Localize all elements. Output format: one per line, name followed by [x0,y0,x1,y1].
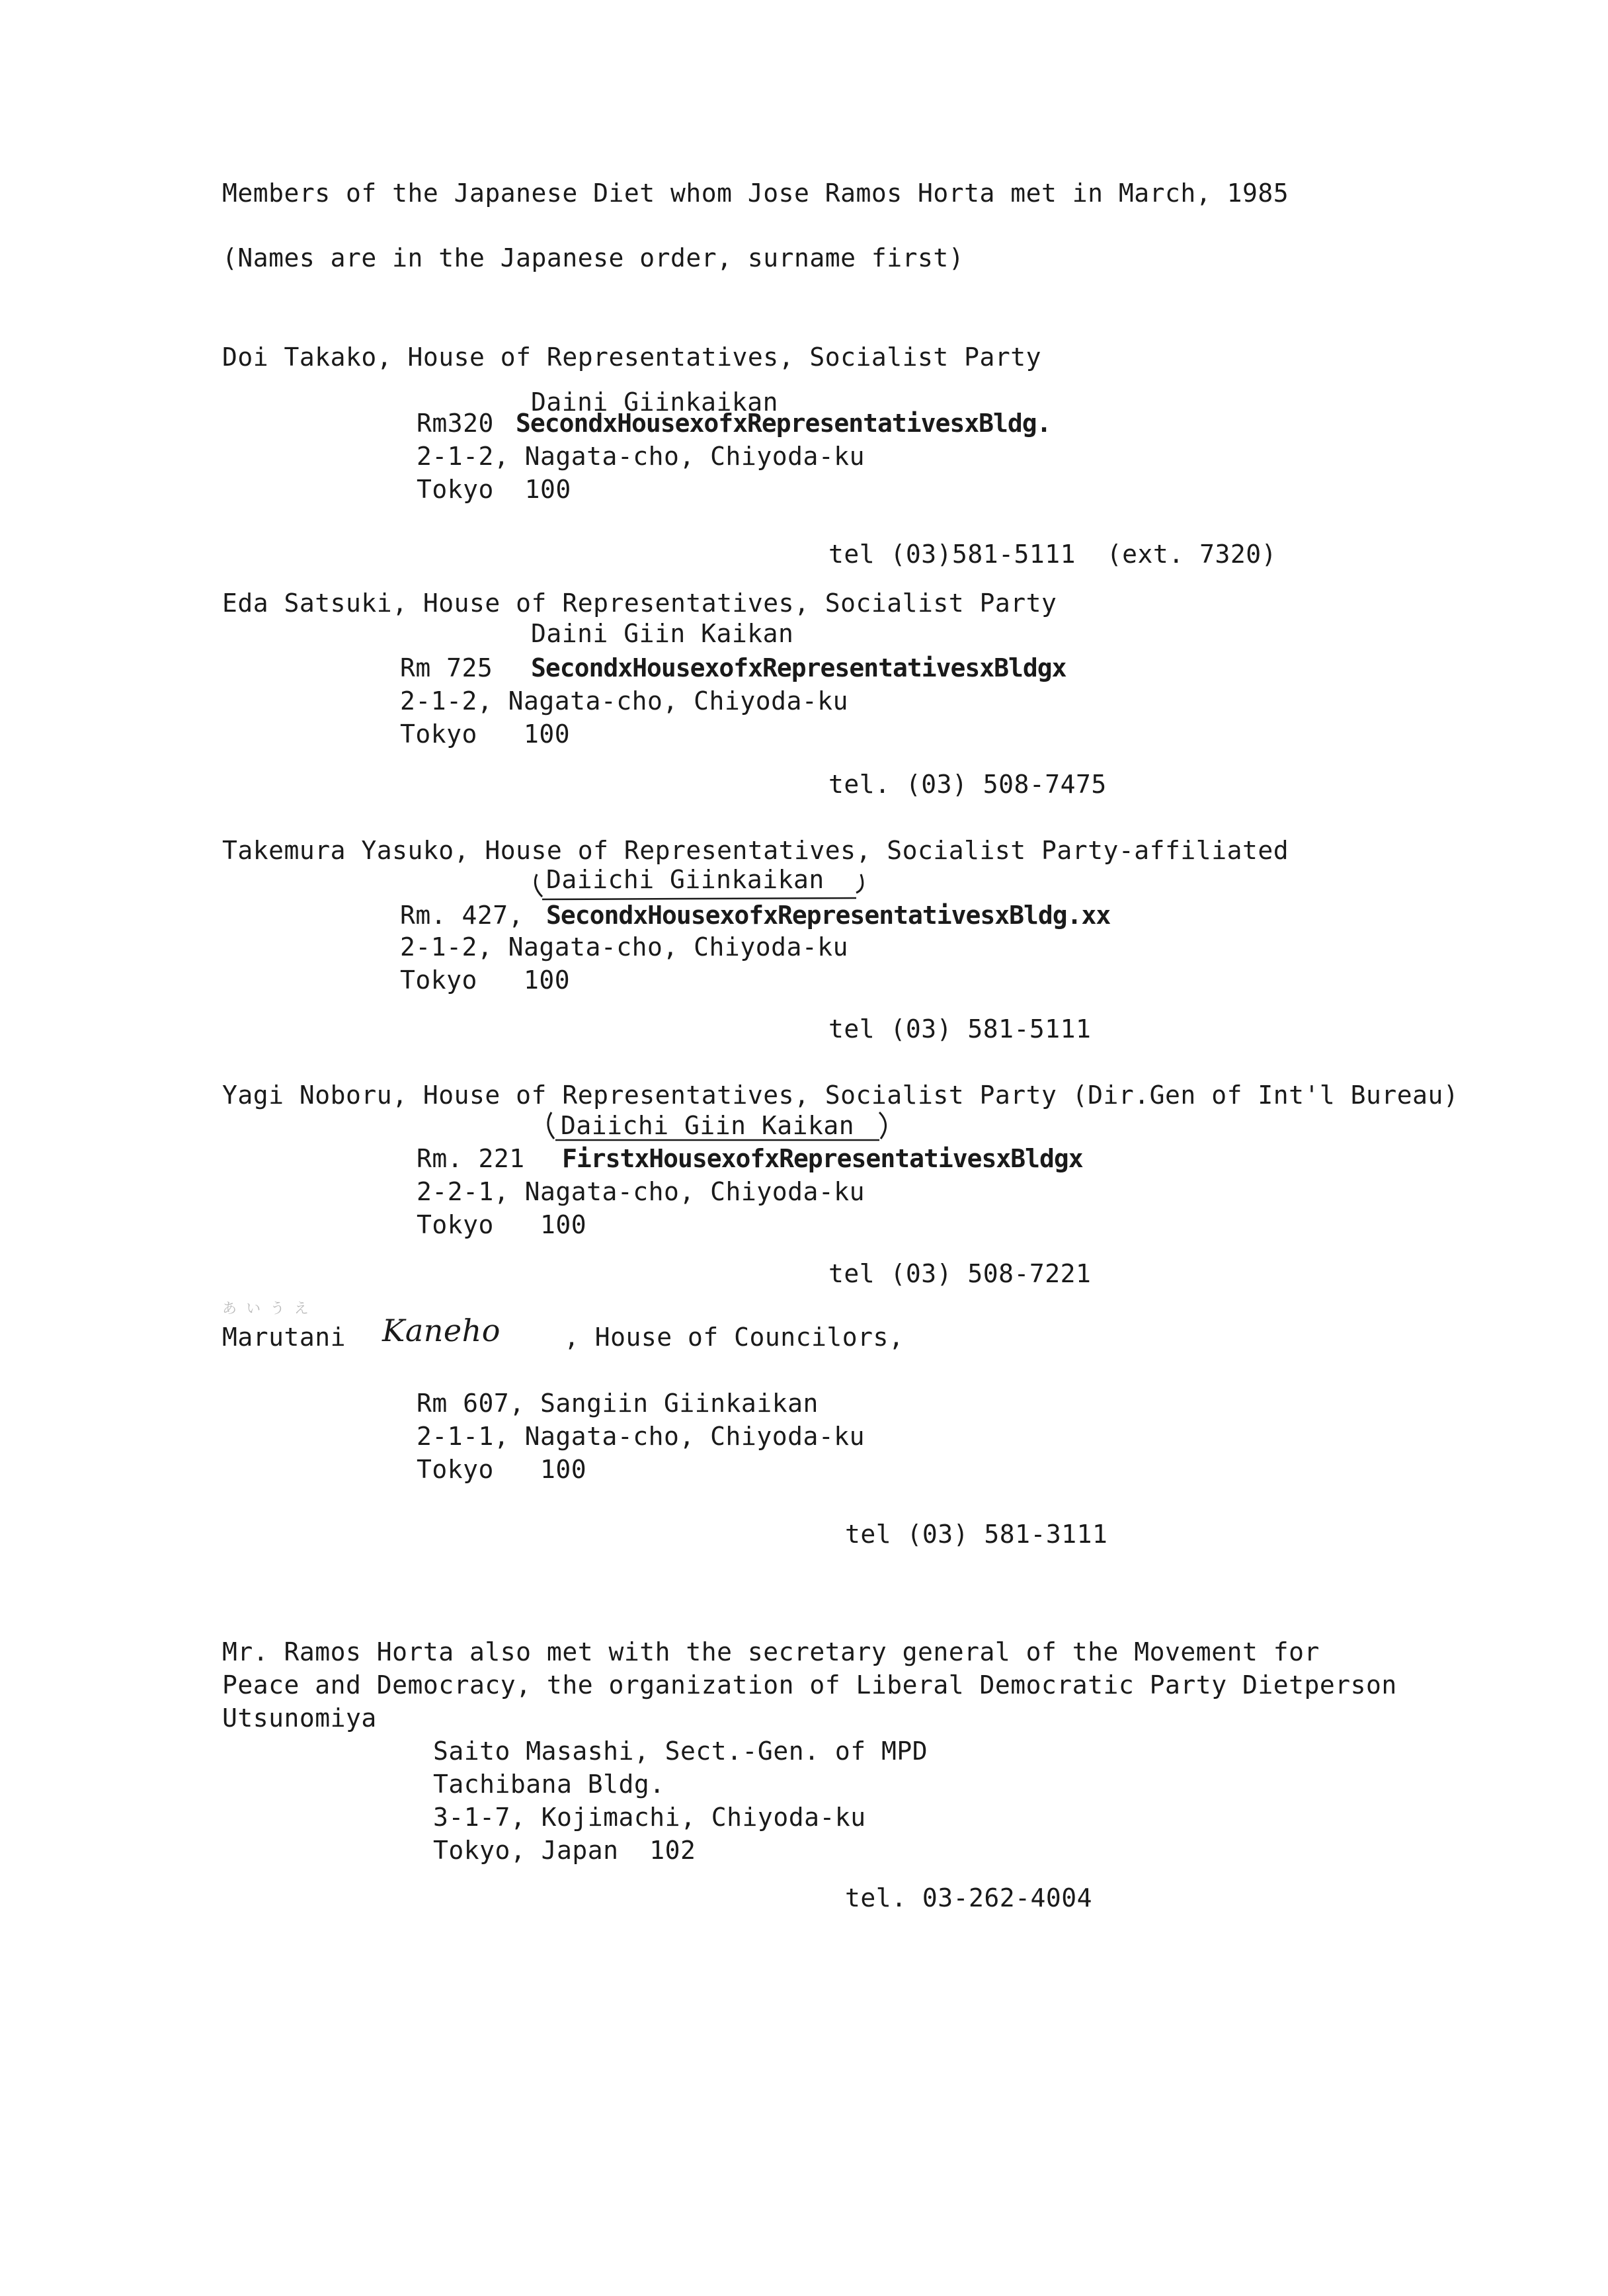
contact-city: Tokyo, Japan 102 [433,1836,696,1865]
contact-building: Tachibana Bldg. [433,1770,665,1799]
telephone: tel (03)581-5111 (ext. 7320) [828,540,1277,569]
address-city: Tokyo 100 [400,719,571,749]
struck-through-text: SecondxHousexofxRepresentativesxBldgx [531,653,1066,682]
address-city: Tokyo 100 [417,475,571,504]
entry-header: Doi Takako, House of Representatives, Socialist Party [222,343,1042,372]
handwritten-given-name: Kaneho [382,1313,501,1348]
entry-header: Eda Satsuki, House of Representatives, Socialist Party [222,589,1057,618]
telephone: tel (03) 581-3111 [845,1520,1108,1549]
address-line: 2-1-2, Nagata-cho, Chiyoda-ku [417,442,865,471]
closing-paragraph-line: Utsunomiya [222,1703,377,1733]
entry-header: Yagi Noboru, House of Representatives, Socialist Party (Dir.Gen of Int'l Bureau) [222,1081,1459,1110]
address-line: 2-1-2, Nagata-cho, Chiyoda-ku [400,686,848,716]
telephone: tel. (03) 508-7475 [828,770,1107,799]
room-number: Rm320 [417,409,494,438]
room-number: Rm 725 [400,653,493,682]
struck-through-text: FirstxHousexofxRepresentativesxBldgx [562,1144,1083,1173]
contact-name: Saito Masashi, Sect.-Gen. of MPD [433,1737,928,1766]
document-title: Members of the Japanese Diet whom Jose Ramos Horta met in March, 1985 [222,179,1289,208]
address-room: Rm 607, Sangiin Giinkaikan [417,1389,819,1418]
contact-address: 3-1-7, Kojimachi, Chiyoda-ku [433,1803,866,1832]
handwritten-insert: Daiichi Giinkaikan [546,865,824,894]
address-city: Tokyo 100 [400,965,571,995]
address-line: 2-1-1, Nagata-cho, Chiyoda-ku [417,1422,865,1451]
room-number: Rm. 221 [417,1144,525,1173]
telephone: tel (03) 581-5111 [828,1014,1092,1044]
closing-paragraph-line: Peace and Democracy, the organization of Liberal Democratic Party Dietperson [222,1670,1397,1700]
address-line: 2-1-2, Nagata-cho, Chiyoda-ku [400,932,848,962]
address-city: Tokyo 100 [417,1210,587,1239]
entry-header-surname: Marutani [222,1323,346,1352]
entry-header: Takemura Yasuko, House of Representatives, Socialist Party-affiliated [222,836,1289,865]
struck-through-text: SecondxHousexofxRepresentativesxBldg. [516,409,1051,438]
document-subtitle: (Names are in the Japanese order, surname first) [222,243,965,272]
faint-annotation: あ い う え [222,1301,309,1317]
address-line: 2-2-1, Nagata-cho, Chiyoda-ku [417,1177,865,1206]
entry-header-rest: , House of Councilors, [564,1323,904,1352]
telephone: tel. 03-262-4004 [845,1883,1093,1912]
struck-through-text: SecondxHousexofxRepresentativesxBldg.xx [546,901,1111,930]
handwritten-insert: Daiichi Giin Kaikan [561,1111,855,1140]
handwritten-insert: Daini Giinkaikan [531,388,779,417]
handwritten-insert: Daini Giin Kaikan [531,619,794,648]
room-number: Rm. 427, [400,901,524,930]
address-city: Tokyo 100 [417,1455,587,1484]
closing-paragraph-line: Mr. Ramos Horta also met with the secretary general of the Movement for [222,1637,1320,1666]
telephone: tel (03) 508-7221 [828,1259,1092,1288]
